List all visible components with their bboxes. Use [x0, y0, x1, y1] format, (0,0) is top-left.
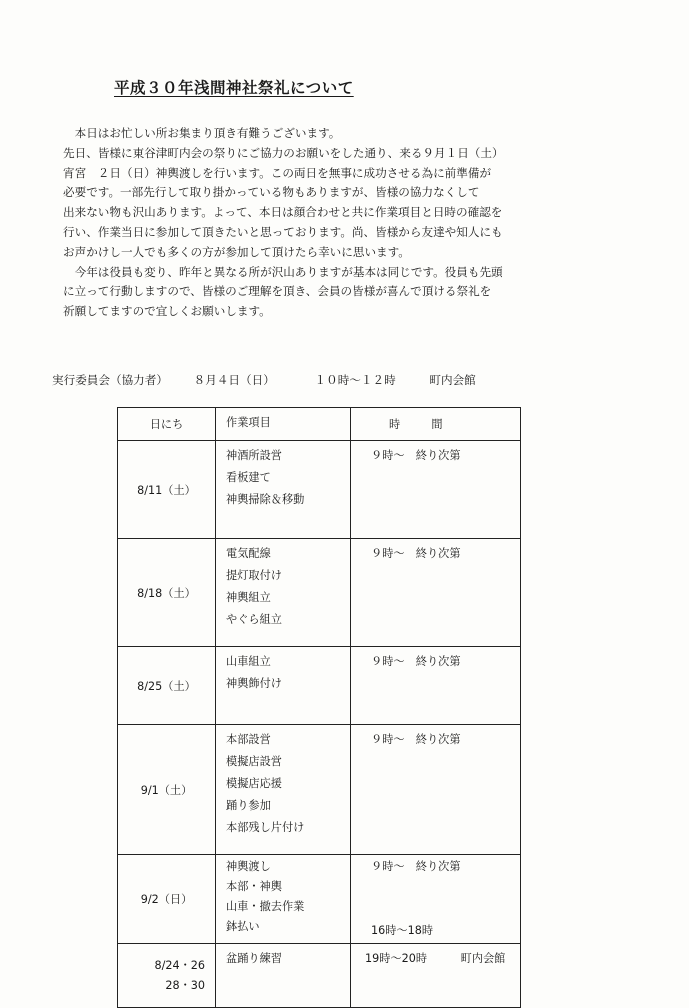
- row-time: [351, 725, 521, 855]
- intro-text: [63, 124, 663, 322]
- paragraph-line: 今年は役員も変り、昨年と異なる所が沢山ありますが基本は同じです。役員も先頭: [63, 264, 503, 279]
- row-tasks: [216, 855, 351, 944]
- schedule-table: [117, 407, 521, 1008]
- time-extra: 16時～18時: [371, 924, 434, 937]
- row-date: 8/11（土）: [118, 441, 216, 539]
- table-row: [118, 725, 521, 855]
- row-time: [351, 441, 521, 539]
- row-date: 8/25（土）: [118, 647, 216, 725]
- task-item: 本部・神輿: [226, 880, 282, 893]
- row-time: [351, 647, 521, 725]
- meeting-time: １０時～１２時: [314, 373, 396, 387]
- header-tasks: 作業項目: [216, 408, 351, 441]
- row-date: 9/1（土）: [118, 725, 216, 855]
- time-value: ９時～ 終り次第: [371, 547, 461, 560]
- task-item: 山車組立: [226, 655, 271, 668]
- paragraph-line: に立って行動しますので、皆様のご理解を頂き、会員の皆様が喜んで頂ける祭礼を: [63, 284, 492, 299]
- paragraph-line: 出来ない物も沢山あります。よって、本日は顔合わせと共に作業項目と日時の確認を: [63, 205, 503, 220]
- meeting-info: [52, 372, 476, 388]
- table-row: [118, 944, 521, 1008]
- row-date: 8/24・26 28・30: [118, 944, 216, 1008]
- row-time: [351, 539, 521, 647]
- row-tasks: [216, 647, 351, 725]
- paragraph-line: 先日、皆様に東谷津町内会の祭りにご協力のお願いをした通り、来る９月１日（土）: [63, 145, 504, 160]
- row-time: [351, 944, 521, 1008]
- row-tasks: [216, 539, 351, 647]
- paragraph-line: 必要です。一部先行して取り掛かっている物もありますが、皆様の協力なくして: [63, 185, 480, 200]
- header-date: 日にち: [118, 408, 216, 441]
- table-row: [118, 539, 521, 647]
- task-item: 看板建て: [226, 471, 271, 484]
- time-value: ９時～ 終り次第: [371, 733, 461, 746]
- task-item: 踊り参加: [226, 799, 271, 812]
- task-item: 神輿飾付け: [226, 677, 282, 690]
- meeting-place: 町内会館: [429, 373, 476, 387]
- task-item: 神輿組立: [226, 591, 271, 604]
- table-header-row: [118, 408, 521, 441]
- row-tasks: [216, 441, 351, 539]
- paragraph-line: 宵宮 ２日（日）神輿渡しを行います。この両日を無事に成功させる為に前準備が: [63, 165, 492, 180]
- row-date: 8/18（土）: [118, 539, 216, 647]
- task-item: 本部設営: [226, 733, 271, 746]
- row-date: 9/2（日）: [118, 855, 216, 944]
- task-item: 提灯取付け: [226, 569, 282, 582]
- document-title: 平成３０年浅間神社祭礼について: [114, 79, 354, 97]
- task-item: やぐら組立: [226, 613, 282, 626]
- meeting-label: 実行委員会（協力者）: [52, 373, 168, 387]
- row-tasks: [216, 725, 351, 855]
- task-item: 神輿掃除＆移動: [226, 493, 305, 506]
- task-item: 山車・撤去作業: [226, 900, 305, 913]
- time-value: 19時～20時 町内会館: [365, 952, 506, 965]
- task-item: 神輿渡し: [226, 860, 271, 873]
- table-row: [118, 647, 521, 725]
- meeting-date: ８月４日（日）: [193, 373, 275, 387]
- paragraph-line: 行い、作業当日に参加して頂きたいと思っております。尚、皆様から友達や知人にも: [63, 224, 503, 239]
- time-value: ９時～ 終り次第: [371, 449, 461, 462]
- paragraph-line: 本日はお忙しい所お集まり頂き有難うございます。: [63, 126, 341, 140]
- header-time-label: 時 間: [389, 418, 453, 431]
- task-item: 模擬店応援: [226, 777, 282, 790]
- row-tasks: [216, 944, 351, 1008]
- table-row: [118, 441, 521, 539]
- task-item: 本部残し片付け: [226, 821, 305, 834]
- time-value: ９時～ 終り次第: [371, 860, 461, 873]
- table-row: [118, 855, 521, 944]
- time-value: ９時～ 終り次第: [371, 655, 461, 668]
- header-time: [351, 408, 521, 441]
- paragraph-line: お声かけし一人でも多くの方が参加して頂けたら幸いに思います。: [63, 244, 410, 259]
- paragraph-line: 祈願してますので宜しくお願いします。: [63, 304, 271, 319]
- task-item: 盆踊り練習: [226, 952, 282, 965]
- task-item: 神酒所設営: [226, 449, 282, 462]
- task-item: 鉢払い: [226, 920, 260, 933]
- task-item: 電気配線: [226, 547, 271, 560]
- row-time: [351, 855, 521, 944]
- task-item: 模擬店設営: [226, 755, 282, 768]
